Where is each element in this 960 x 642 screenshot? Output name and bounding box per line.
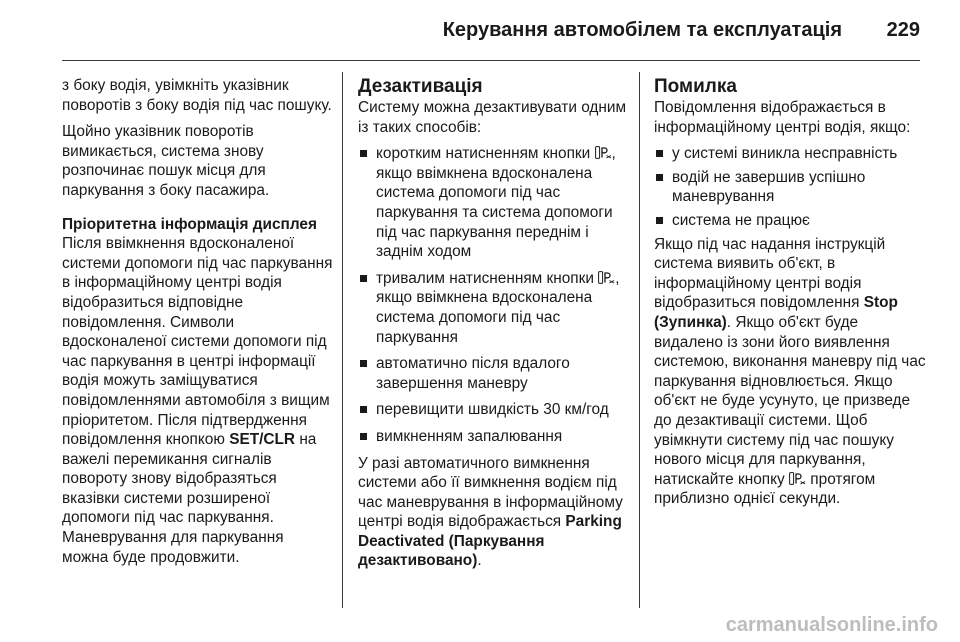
list-item: вимкненням запалювання [358, 427, 630, 447]
message-stop: Stop (Зупинка) [654, 294, 898, 331]
column-1 [62, 76, 334, 574]
text: коротким натисненням кнопки [376, 145, 591, 163]
paragraph [62, 234, 334, 567]
list-item: водій не завершив успішно маневрування [654, 168, 926, 207]
error-list [654, 144, 926, 230]
list-item [358, 269, 630, 347]
text: . Якщо об'єкт буде видалено із зони його виявлення системою, виконання маневру під час паркування відновлюється. Якщо об'єкт не буде усунуто, це призведе до дезактивації системи. Щоб увімкнути систему під час пошуку нового місця для паркування, натискайте кнопку [654, 313, 926, 488]
paragraph [654, 235, 926, 509]
header-divider [62, 60, 920, 61]
column-divider-2 [639, 72, 640, 608]
paragraph [358, 454, 630, 572]
paragraph: Повідомлення відображається в інформаційному центрі водія, якщо: [654, 99, 911, 136]
text: тривалим натисненням кнопки [376, 269, 594, 287]
paragraph: Систему можна дезактивувати одним із таких способів: [358, 99, 627, 136]
text: Після ввімкнення вдосконаленої системи допомоги під час паркування в інформаційному центрі водія відобразиться відповідне повідомлення. Символи вдосконаленої системи допомоги під час паркування в центрі інформації водія можуть заміщуватися повідомленнями автомобіля з вищим пріоритетом. Після підтвердження повідомлення кнопкою [62, 235, 333, 449]
page-header [0, 0, 960, 62]
button-name-set-clr: SET/CLR [229, 431, 296, 449]
deactivation-list [358, 144, 630, 446]
column-divider-1 [342, 72, 343, 608]
text: на важелі перемикання сигналів повороту знову відобразяться вказівки системи розширеної допомоги під час паркування. Маневрування для паркування можна буде продовжити. [62, 431, 317, 566]
watermark: carmanualsonline.info [725, 614, 938, 636]
list-item: у системі виникла несправність [654, 144, 926, 164]
list-item: автоматично після вдалого завершення маневру [358, 354, 630, 393]
text: , якщо ввімкнена вдосконалена система допомоги під час паркування [376, 269, 620, 346]
text: , якщо ввімкнена вдосконалена система допомоги під час паркування та система допомоги під час паркування переднім і заднім ходом [376, 145, 616, 261]
parking-assist-icon [598, 271, 615, 284]
column-2 [358, 76, 630, 578]
text: . [477, 552, 482, 570]
subheading-display-priority: Пріоритетна інформація дисплея [62, 215, 317, 233]
paragraph: з боку водія, увімкніть указівник поворотів з боку водія під час пошуку. [62, 77, 332, 114]
section-title-error: Помилка [654, 76, 737, 97]
column-3 [654, 76, 926, 516]
page-number: 229 [886, 19, 920, 41]
text: Якщо під час надання інструкцій система виявить об'єкт, в інформаційному центрі водія відобразиться повідомлення [654, 235, 886, 312]
parking-assist-icon [789, 472, 806, 485]
paragraph: Щойно указівник поворотів вимикається, система знову розпочинає пошук місця для паркування з боку пасажира. [62, 123, 270, 199]
list-item: система не працює [654, 211, 926, 231]
page-title: Керування автомобілем та експлуатація [442, 19, 842, 41]
list-item: перевищити швидкість 30 км/год [358, 400, 630, 420]
text: У разі автоматичного вимкнення системи або її вимкнення водієм під час маневрування в інформаційному центрі водія відображається [358, 454, 623, 531]
list-item [358, 144, 630, 262]
text: протягом приблизно однієї секунди. [654, 470, 876, 508]
message-parking-deactivated: Parking Deactivated (Паркування дезактивовано) [358, 513, 622, 570]
parking-assist-icon [595, 146, 612, 159]
section-title-deactivation: Дезактивація [358, 76, 483, 97]
